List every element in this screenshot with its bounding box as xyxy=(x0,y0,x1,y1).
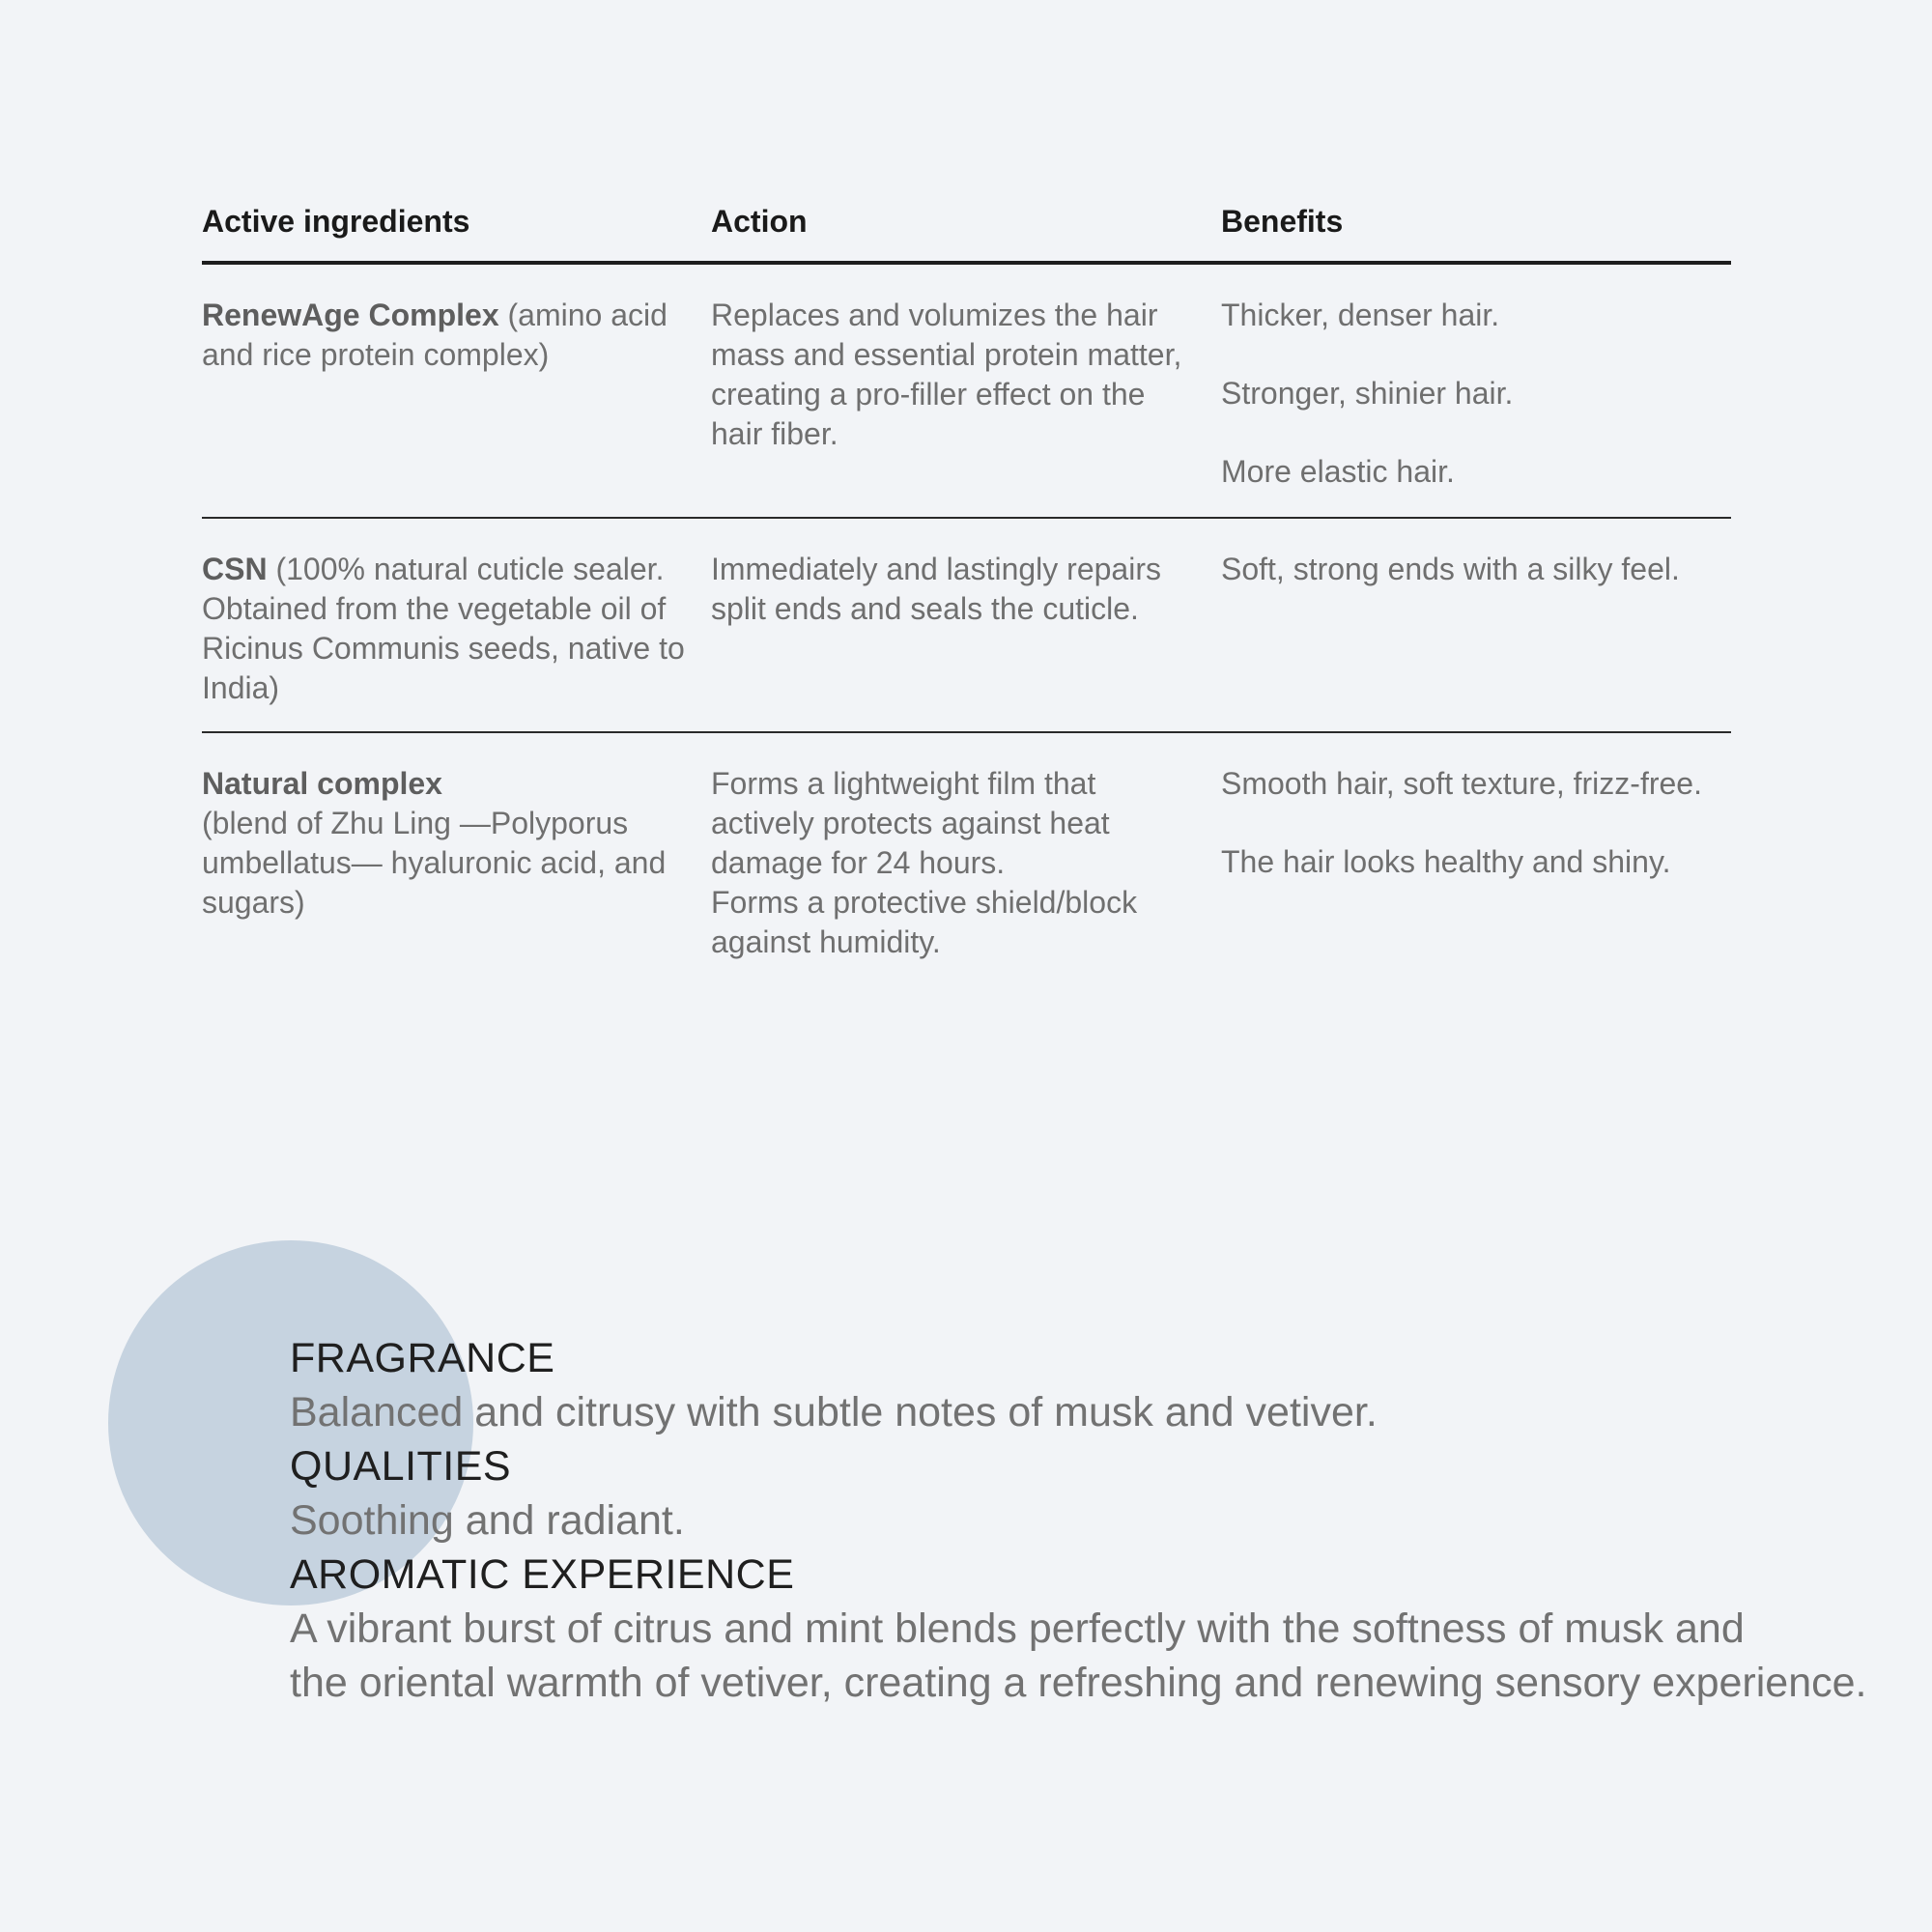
benefits-cell xyxy=(1221,296,1731,517)
action-cell xyxy=(711,764,1221,984)
ingredient-name: RenewAge Complex xyxy=(202,298,499,332)
fragrance-heading: FRAGRANCE xyxy=(290,1335,555,1381)
action-line: Forms a lightweight film that actively protects against heat damage for 24 hours. xyxy=(711,766,1110,880)
benefits-cell xyxy=(1221,550,1731,731)
header-action: Action xyxy=(711,204,808,239)
ingredient-detail: (100% natural cuticle sealer. Obtained from the vegetable oil of Ricinus Communis seeds, native to India) xyxy=(202,552,685,705)
action-cell: Immediately and lastingly repairs split ends and seals the cuticle. xyxy=(711,552,1161,626)
ingredient-cell xyxy=(202,550,711,731)
aromatic-experience-line: the oriental warmth of vetiver, creating a refreshing and renewing sensory experience. xyxy=(290,1660,1867,1706)
ingredient-detail: (blend of Zhu Ling —Polyporus umbellatus— hyaluronic acid, and sugars) xyxy=(202,806,667,920)
ingredient-name: CSN xyxy=(202,552,268,586)
ingredient-cell xyxy=(202,296,711,517)
table-row xyxy=(202,519,1731,733)
action-cell: Replaces and volumizes the hair mass and essential protein matter, creating a pro-filler effect on the hair fiber. xyxy=(711,298,1182,451)
ingredients-table xyxy=(202,197,1731,984)
qualities-description: Soothing and radiant. xyxy=(290,1497,685,1544)
table-header xyxy=(202,197,1731,265)
fragrance-section xyxy=(290,1331,1893,1710)
benefit-item: Soft, strong ends with a silky feel. xyxy=(1221,552,1680,586)
ingredient-name: Natural complex xyxy=(202,766,442,801)
benefits-cell xyxy=(1221,764,1731,984)
table-row xyxy=(202,733,1731,984)
header-active-ingredients: Active ingredients xyxy=(202,204,470,239)
aromatic-experience-line: A vibrant burst of citrus and mint blends perfectly with the softness of musk and xyxy=(290,1605,1745,1652)
aromatic-experience-heading: AROMATIC EXPERIENCE xyxy=(290,1551,795,1598)
table-row xyxy=(202,265,1731,519)
ingredient-detail: (amino acid and rice protein complex) xyxy=(202,298,668,372)
action-line: Forms a protective shield/block against humidity. xyxy=(711,885,1138,959)
ingredient-cell xyxy=(202,764,711,984)
benefit-item: Smooth hair, soft texture, frizz-free. xyxy=(1221,766,1702,801)
qualities-heading: QUALITIES xyxy=(290,1443,512,1490)
fragrance-description: Balanced and citrusy with subtle notes of musk and vetiver. xyxy=(290,1389,1378,1435)
benefit-item: Thicker, denser hair. xyxy=(1221,298,1500,332)
benefit-item: The hair looks healthy and shiny. xyxy=(1221,844,1671,879)
header-benefits: Benefits xyxy=(1221,204,1344,239)
benefit-item: Stronger, shinier hair. xyxy=(1221,376,1514,411)
benefit-item: More elastic hair. xyxy=(1221,454,1455,489)
